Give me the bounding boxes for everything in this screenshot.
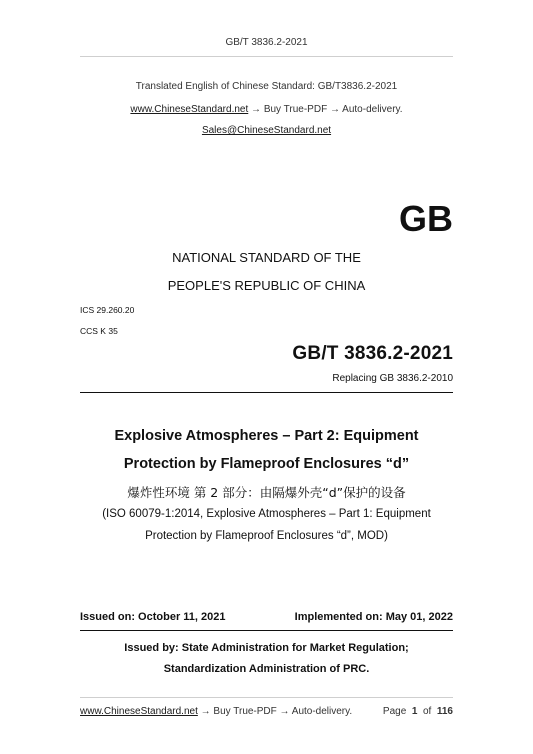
page-label: Page — [382, 706, 407, 717]
iso-reference-line2: Protection by Flameproof Enclosures “d”, MOD) — [145, 530, 388, 542]
issuer-line1: Issued by: State Administration for Market Regulation; — [124, 642, 409, 654]
footer-divider — [80, 697, 453, 698]
purchase-suffix: → Buy True-PDF → Auto-delivery. — [248, 104, 403, 115]
implemented-date: Implemented on: May 01, 2022 — [294, 611, 453, 623]
national-standard-line1: NATIONAL STANDARD OF THE — [172, 250, 361, 265]
purchase-line — [0, 104, 533, 115]
footer-site-link[interactable]: www.ChineseStandard.net — [80, 706, 198, 717]
iso-reference-line1: (ISO 60079-1:2014, Explosive Atmospheres – Part 1: Equipment — [102, 508, 431, 520]
email-link[interactable]: Sales@ChineseStandard.net — [201, 125, 332, 136]
page-number: 1 — [411, 706, 418, 717]
issuer-line2: Standardization Administration of PRC. — [163, 663, 370, 675]
gb-logo: GB — [399, 198, 453, 239]
national-standard-line2: PEOPLE'S REPUBLIC OF CHINA — [167, 278, 366, 293]
title-en-line2: Protection by Flameproof Enclosures “d” — [123, 456, 410, 472]
page-indicator — [383, 706, 453, 717]
ics-code: ICS 29.260.20 — [80, 305, 135, 315]
ccs-code: CCS K 35 — [80, 326, 118, 336]
title-divider — [80, 392, 453, 393]
footer-purchase-suffix: → Buy True-PDF → Auto-delivery. — [197, 706, 353, 717]
header-divider — [80, 56, 453, 57]
replacing-note: Replacing GB 3836.2-2010 — [332, 373, 453, 384]
of-label: of — [422, 706, 432, 717]
page-total: 116 — [436, 706, 453, 717]
title-cn: 爆炸性环境 第 2 部分：由隔爆外壳“d”保护的设备 — [127, 485, 406, 500]
issued-date: Issued on: October 11, 2021 — [80, 611, 226, 623]
site-link[interactable]: www.ChineseStandard.net — [130, 104, 249, 115]
standard-code: GB/T 3836.2-2021 — [292, 343, 453, 364]
dates-divider — [80, 630, 453, 631]
translated-note: Translated English of Chinese Standard: GB/T3836.2-2021 — [135, 81, 398, 92]
footer-purchase-line — [80, 706, 352, 717]
running-header: GB/T 3836.2-2021 — [225, 37, 308, 48]
email-line — [0, 125, 533, 136]
title-en-line1: Explosive Atmospheres – Part 2: Equipment — [114, 428, 419, 444]
